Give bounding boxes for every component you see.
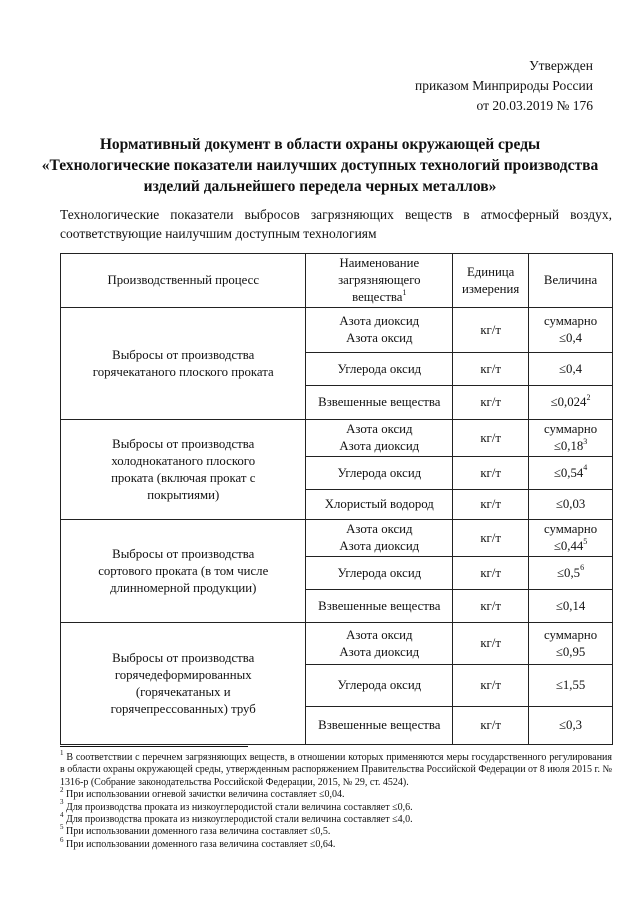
footnote-text: Для производства проката из низкоуглеродистой стали величина составляет ≤0,6. (66, 801, 413, 813)
substance-line: Углерода оксид (337, 565, 422, 580)
footnote-text: В соответствии с перечнем загрязняющих веществ, в отношении которых применяются меры государственного регулирования в области охраны окружающей среды, утвержденным распоряжением Правительства Российской Федерации от 8 июля 2015 г. № 1316-р (Собрание законодательства Российской Федерации, 2015, № 29, ст. 4524). (60, 752, 612, 788)
value-line: ≤0,18 (553, 439, 584, 453)
footnote-number: 3 (60, 798, 64, 807)
value-line: ≤0,54 (553, 465, 584, 480)
intro-line: Технологические показатели выбросов загрязняющих веществ в атмосферный воздух, (60, 207, 612, 222)
substance-line: Углерода оксид (337, 361, 422, 376)
process-cell (61, 623, 306, 745)
value-line: ≤0,14 (555, 598, 586, 613)
value-line: ≤0,03 (555, 497, 586, 511)
value-line-wrap (532, 565, 609, 582)
document-title (40, 134, 600, 197)
value-cell (529, 353, 613, 386)
indicators-table (60, 253, 613, 745)
table-header-row (61, 254, 613, 308)
table-body (61, 308, 613, 745)
footnote-number: 1 (60, 748, 64, 757)
process-line: покрытиями) (147, 487, 220, 502)
intro-line: соответствующие наилучшим доступным технологиям (60, 226, 377, 241)
process-cell (61, 308, 306, 420)
footnote-number: 4 (60, 810, 64, 819)
value-line: суммарно (543, 314, 598, 328)
substance-line: Азота диоксид (339, 439, 420, 453)
process-line: Выбросы от производства (112, 347, 255, 362)
footnotes (60, 748, 612, 851)
process-cell (61, 420, 306, 520)
footnote-ref: 6 (580, 563, 585, 573)
unit-cell: кг/т (453, 353, 529, 386)
table-row (61, 420, 613, 457)
process-line: Выбросы от производства (112, 436, 255, 451)
footnote-item (60, 748, 612, 789)
footnote-text: При использовании доменного газа величина составляет ≤0,5. (66, 826, 331, 838)
substance-line: Азота оксид (346, 522, 413, 536)
value-line: суммарно (543, 627, 598, 642)
unit-cell: кг/т (453, 457, 529, 490)
substance-cell (306, 420, 453, 457)
intro-paragraph (60, 205, 612, 243)
title-line: изделий дальнейшего передела черных металлов» (143, 178, 497, 195)
substance-cell (306, 457, 453, 490)
footnote-item (60, 835, 612, 851)
substance-cell (306, 623, 453, 665)
substance-line: Хлористый водород (324, 497, 434, 511)
value-line: ≤0,4 (559, 331, 583, 345)
unit-cell: кг/т (453, 520, 529, 557)
value-line: ≤0,44 (553, 539, 584, 553)
substance-cell (306, 490, 453, 520)
process-line: горячедеформированных (114, 667, 252, 682)
process-line: Выбросы от производства (112, 546, 255, 561)
footnote-text: Для производства проката из низкоуглеродистой стали величина составляет ≤4,0. (66, 814, 413, 826)
substance-cell (306, 707, 453, 745)
value-cell (529, 707, 613, 745)
value-cell (529, 665, 613, 707)
header-process: Производственный процесс (61, 254, 306, 308)
table-row (61, 308, 613, 353)
substance-cell (306, 353, 453, 386)
footnote-ref: 5 (583, 536, 588, 546)
header-unit (453, 254, 529, 308)
value-line-wrap (532, 438, 609, 455)
footnote-item (60, 810, 612, 826)
approval-line: Утвержден (529, 58, 593, 73)
value-line: ≤0,3 (559, 718, 583, 732)
substance-line: Азота диоксид (339, 644, 420, 659)
process-cell (61, 520, 306, 623)
substance-line: Углерода оксид (337, 678, 422, 692)
value-cell (529, 557, 613, 590)
footnote-ref: 1 (402, 287, 407, 297)
footnote-item (60, 785, 612, 801)
substance-cell (306, 308, 453, 353)
value-cell (529, 420, 613, 457)
substance-line: Азота оксид (346, 331, 413, 345)
title-line: Нормативный документ в области охраны окружающей среды (99, 136, 541, 153)
value-line: ≤0,95 (555, 644, 586, 659)
substance-line: Углерода оксид (337, 465, 422, 480)
substance-line: Азота диоксид (339, 314, 420, 328)
process-line: Выбросы от производства (112, 650, 255, 665)
value-cell (529, 520, 613, 557)
table-row (61, 623, 613, 665)
value-cell (529, 386, 613, 420)
unit-cell: кг/т (453, 490, 529, 520)
header-unit-line: измерения (462, 281, 520, 296)
value-line: ≤0,4 (559, 361, 583, 376)
approval-line: от 20.03.2019 № 176 (476, 98, 593, 113)
value-line: суммарно (543, 522, 598, 536)
footnote-number: 2 (60, 785, 64, 794)
process-line: холоднокатаного плоского (111, 453, 256, 468)
footnote-ref: 3 (583, 436, 588, 446)
process-line: длинномерной продукции) (110, 580, 257, 595)
footnote-item (60, 823, 612, 838)
substance-line: Азота оксид (346, 627, 413, 642)
substance-cell (306, 386, 453, 420)
value-cell (529, 490, 613, 520)
unit-cell: кг/т (453, 557, 529, 590)
value-cell (529, 457, 613, 490)
value-line-wrap (532, 394, 609, 411)
substance-cell (306, 590, 453, 623)
process-line: проката (включая прокат с (111, 470, 256, 485)
unit-cell: кг/т (453, 386, 529, 420)
substance-line: Взвешенные вещества (318, 598, 441, 613)
value-cell (529, 623, 613, 665)
unit-cell: кг/т (453, 623, 529, 665)
unit-cell: кг/т (453, 420, 529, 457)
value-line: суммарно (543, 422, 598, 436)
header-substance-line: загрязняющего вещества (338, 273, 421, 304)
unit-cell: кг/т (453, 707, 529, 745)
substance-line: Азота оксид (346, 422, 413, 436)
substance-line: Взвешенные вещества (318, 395, 441, 409)
footnote-text: При использовании доменного газа величина составляет ≤0,64. (66, 838, 336, 850)
footnote-number: 5 (60, 823, 64, 832)
value-line: ≤0,5 (557, 565, 581, 580)
footnote-text: При использовании огневой зачистки величина составляет ≤0,04. (66, 789, 345, 801)
table-row (61, 520, 613, 557)
unit-cell: кг/т (453, 665, 529, 707)
header-value: Величина (529, 254, 613, 308)
process-line: горячекатаного плоского проката (92, 364, 274, 379)
value-line: ≤0,024 (550, 395, 587, 409)
process-line: (горячекатаных и (135, 684, 231, 699)
header-substance-line: Наименование (339, 256, 420, 270)
substance-cell (306, 557, 453, 590)
footnote-item (60, 798, 612, 814)
approval-line: приказом Минприроды России (415, 78, 593, 93)
value-line-wrap (532, 465, 609, 482)
substance-line: Взвешенные вещества (318, 718, 441, 732)
value-line: ≤1,55 (555, 678, 586, 692)
title-line: «Технологические показатели наилучших доступных технологий производства (41, 157, 599, 174)
unit-cell: кг/т (453, 590, 529, 623)
footnote-ref: 4 (583, 463, 588, 473)
process-line: сортового проката (в том числе (98, 563, 269, 578)
value-line-wrap (532, 538, 609, 555)
approval-block (415, 56, 593, 116)
footnote-divider (60, 746, 248, 747)
substance-cell (306, 665, 453, 707)
process-line: горячепрессованных) труб (110, 701, 256, 716)
footnote-ref: 2 (586, 392, 591, 402)
value-cell (529, 308, 613, 353)
substance-cell (306, 520, 453, 557)
header-unit-line: Единица (466, 264, 515, 279)
substance-line: Азота диоксид (339, 539, 420, 553)
value-cell (529, 590, 613, 623)
footnote-number: 6 (60, 835, 64, 844)
unit-cell: кг/т (453, 308, 529, 353)
header-substance (306, 254, 453, 308)
